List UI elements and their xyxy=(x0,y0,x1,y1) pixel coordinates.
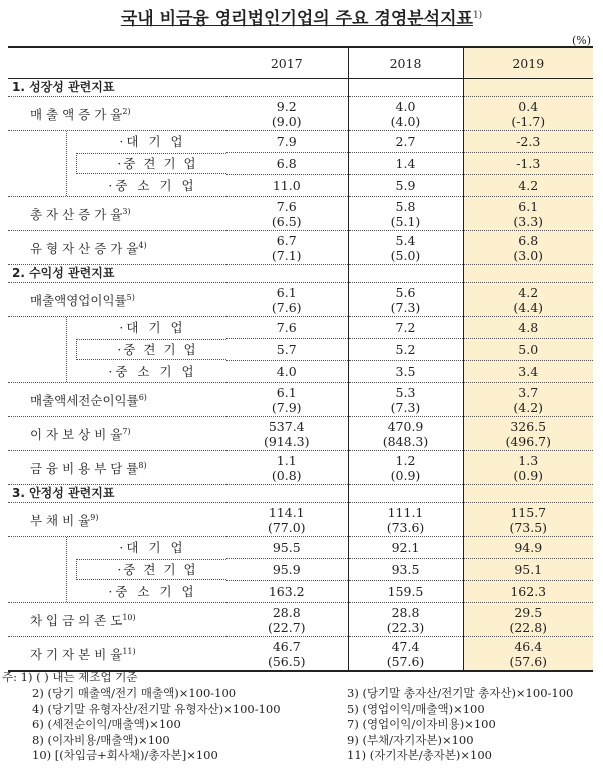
manufacturing-value: (0.9) xyxy=(390,467,421,483)
value-cell xyxy=(463,581,593,603)
manufacturing-value: (7.3) xyxy=(390,299,421,315)
row-label-cell xyxy=(8,131,226,153)
footnote-ref: 7) xyxy=(122,427,131,437)
footnote: 7) (영업이익/이자비용)×100 xyxy=(347,717,496,731)
footnote-ref: 10) xyxy=(122,613,136,623)
value-cell xyxy=(226,97,348,131)
row-label: 금 융 비 용 부 담 률 xyxy=(30,461,139,477)
value: 11.0 xyxy=(272,178,301,193)
value-cell xyxy=(348,559,463,581)
footnote: 4) (당기말 유형자산/전기말 유형자산)×100-100 xyxy=(32,701,281,716)
row-label: 매 출 액 증 가 율 xyxy=(30,107,123,123)
table-row xyxy=(8,417,593,451)
value: 3.4 xyxy=(518,364,539,379)
value-cell xyxy=(348,197,463,231)
manufacturing-value: (57.6) xyxy=(509,653,548,669)
value: 5.6 xyxy=(395,284,416,300)
value: -2.3 xyxy=(516,134,541,149)
value: 0.4 xyxy=(518,98,539,114)
value: 46.7 xyxy=(272,638,301,654)
manufacturing-value: (22.8) xyxy=(509,619,548,635)
table-row xyxy=(8,317,593,339)
footnote: 8) (이자비용/매출액)×100 xyxy=(32,732,170,747)
row-label: ·대 기 업 xyxy=(66,317,226,338)
table-row xyxy=(8,97,593,131)
footnote-ref: 8) xyxy=(138,461,147,471)
footnote: 11) (자기자본/총자본)×100 xyxy=(347,748,492,762)
section-row xyxy=(8,79,593,97)
value: 6.1 xyxy=(276,384,297,400)
value: 46.4 xyxy=(514,638,543,654)
value-cell xyxy=(348,503,463,537)
footnote: 2) (당기 매출액/전기 매출액)×100-100 xyxy=(32,686,237,700)
table-row xyxy=(8,231,593,265)
value: 159.5 xyxy=(387,584,424,599)
value-cell xyxy=(463,97,593,131)
value-cell xyxy=(348,339,463,361)
footnotes xyxy=(2,670,602,764)
value: 5.9 xyxy=(395,178,416,193)
value-cell xyxy=(226,231,348,265)
row-label: ·중 견 기 업 xyxy=(76,153,226,174)
manufacturing-value: (6.5) xyxy=(271,213,302,229)
row-label: ·중 소 기 업 xyxy=(66,361,226,382)
value: 95.1 xyxy=(514,562,543,577)
value-cell xyxy=(348,417,463,451)
value: 1.3 xyxy=(518,452,539,468)
value: 470.9 xyxy=(387,418,424,434)
value: 6.1 xyxy=(518,198,539,214)
footnote: 9) (부채/자기자본)×100 xyxy=(347,732,474,747)
value: 92.1 xyxy=(391,540,420,555)
value-cell xyxy=(463,197,593,231)
row-label: 매출액영업이익률 xyxy=(30,293,127,309)
footnote-row xyxy=(2,702,602,718)
row-label-cell xyxy=(8,339,226,361)
value: 6.8 xyxy=(276,156,297,171)
value: 6.1 xyxy=(276,284,297,300)
footnote-ref: 6) xyxy=(138,393,147,403)
value: 93.5 xyxy=(391,562,420,577)
row-label: 총 자 산 증 가 율 xyxy=(30,207,123,223)
value-cell xyxy=(348,231,463,265)
value: 3.5 xyxy=(395,364,416,379)
page-title: 국내 비금융 영리법인기업의 주요 경영분석지표$^{1)}$ xyxy=(120,9,483,29)
value-cell xyxy=(463,131,593,153)
indicator-table xyxy=(8,46,593,672)
row-label-cell xyxy=(8,97,226,131)
manufacturing-value: (7.3) xyxy=(390,399,421,415)
value-cell xyxy=(463,637,593,672)
value: 4.8 xyxy=(518,320,539,335)
manufacturing-value: (848.3) xyxy=(382,433,429,449)
value-cell xyxy=(348,537,463,559)
footnote: 6) (세전순이익/매출액)×100 xyxy=(32,717,181,731)
value: 7.6 xyxy=(276,320,297,335)
value: 5.2 xyxy=(395,342,416,357)
footnote: 주: 1) ( ) 내는 제조업 기준 xyxy=(2,670,138,684)
row-label: 부 채 비 율 xyxy=(30,513,91,529)
row-label-cell xyxy=(8,153,226,175)
value: 2.7 xyxy=(395,134,416,149)
value: 163.2 xyxy=(268,584,305,599)
value: 3.7 xyxy=(518,384,539,400)
row-label: ·대 기 업 xyxy=(66,537,226,558)
footnote: 5) (영업이익/매출액)×100 xyxy=(347,701,485,716)
value: 1.4 xyxy=(395,156,416,171)
manufacturing-value: (0.8) xyxy=(271,467,302,483)
table-row xyxy=(8,503,593,537)
footnote-row xyxy=(2,733,602,749)
value: 111.1 xyxy=(387,504,424,520)
row-label: 이 자 보 상 비 율 xyxy=(30,427,123,443)
row-label-cell xyxy=(8,317,226,339)
manufacturing-value: (7.6) xyxy=(271,299,302,315)
row-label-cell xyxy=(8,503,226,537)
value-cell xyxy=(348,131,463,153)
value-cell xyxy=(226,175,348,197)
value-cell xyxy=(226,131,348,153)
value: 537.4 xyxy=(268,418,305,434)
value-cell xyxy=(463,361,593,383)
row-label: ·중 견 기 업 xyxy=(76,339,226,360)
manufacturing-value: (22.7) xyxy=(267,619,306,635)
value-cell xyxy=(226,283,348,317)
row-label: 유 형 자 산 증 가 율 xyxy=(30,241,139,257)
value: 1.1 xyxy=(276,452,297,468)
year-header: 2018 xyxy=(348,47,463,79)
table-row xyxy=(8,197,593,231)
section-title: 2. 수익성 관련지표 xyxy=(8,265,226,283)
table-row xyxy=(8,559,593,581)
value-cell xyxy=(226,637,348,672)
row-label-cell xyxy=(8,637,226,672)
footnote-ref: 9) xyxy=(90,513,99,523)
row-label: ·대 기 업 xyxy=(66,131,226,152)
value: 162.3 xyxy=(510,584,547,599)
manufacturing-value: (-1.7) xyxy=(511,113,546,129)
row-label-cell xyxy=(8,451,226,485)
row-label: 자 기 자 본 비 율 xyxy=(30,647,123,663)
header-row xyxy=(8,47,593,79)
table-row xyxy=(8,637,593,672)
manufacturing-value: (7.1) xyxy=(271,247,302,263)
value-cell xyxy=(348,361,463,383)
manufacturing-value: (5.0) xyxy=(390,247,421,263)
value-cell xyxy=(226,503,348,537)
row-label: 차 입 금 의 존 도 xyxy=(30,613,123,629)
value: 4.0 xyxy=(395,98,416,114)
value: 95.9 xyxy=(272,562,301,577)
manufacturing-value: (73.6) xyxy=(386,519,425,535)
value-cell xyxy=(348,175,463,197)
manufacturing-value: (4.4) xyxy=(513,299,544,315)
footnote-ref: 11) xyxy=(122,647,136,657)
value-cell xyxy=(348,637,463,672)
value-cell xyxy=(226,537,348,559)
value: 7.6 xyxy=(276,198,297,214)
value-cell xyxy=(226,361,348,383)
section-title: 1. 성장성 관련지표 xyxy=(8,79,226,97)
unit-label: (%) xyxy=(571,34,591,47)
row-label-cell xyxy=(8,417,226,451)
value: 6.7 xyxy=(276,232,297,248)
value-cell xyxy=(226,383,348,417)
value: -1.3 xyxy=(516,156,541,171)
table-row xyxy=(8,361,593,383)
value: 47.4 xyxy=(391,638,420,654)
value-cell xyxy=(463,317,593,339)
manufacturing-value: (4.0) xyxy=(390,113,421,129)
value: 29.5 xyxy=(514,604,543,620)
table-row xyxy=(8,603,593,637)
footnote-ref: 4) xyxy=(138,241,147,251)
table-row xyxy=(8,451,593,485)
value: 28.8 xyxy=(391,604,420,620)
year-header: 2017 xyxy=(226,47,348,79)
value: 95.5 xyxy=(272,540,301,555)
value: 5.7 xyxy=(276,342,297,357)
footnote: 10) [(차입금+회사채)/총자본]×100 xyxy=(32,748,218,762)
manufacturing-value: (77.0) xyxy=(267,519,306,535)
value: 5.4 xyxy=(395,232,416,248)
manufacturing-value: (56.5) xyxy=(267,653,306,669)
value: 4.2 xyxy=(518,284,539,300)
value: 5.3 xyxy=(395,384,416,400)
value-cell xyxy=(463,175,593,197)
value-cell xyxy=(463,231,593,265)
value-cell xyxy=(463,153,593,175)
footnote: 3) (당기말 총자산/전기말 총자산)×100-100 xyxy=(347,686,574,700)
value-cell xyxy=(348,451,463,485)
value: 326.5 xyxy=(510,418,547,434)
section-row xyxy=(8,485,593,503)
row-label-cell xyxy=(8,559,226,581)
row-label-cell xyxy=(8,175,226,197)
footnote-ref: 5) xyxy=(126,293,135,303)
value-cell xyxy=(463,417,593,451)
row-label-cell xyxy=(8,231,226,265)
table-row xyxy=(8,383,593,417)
year-header: 2019 xyxy=(463,47,593,79)
table-row xyxy=(8,339,593,361)
value-cell xyxy=(463,383,593,417)
value-cell xyxy=(226,317,348,339)
value-cell xyxy=(463,451,593,485)
footnote-ref: 2) xyxy=(122,107,131,117)
row-label-cell xyxy=(8,581,226,603)
value-cell xyxy=(463,603,593,637)
row-label-cell xyxy=(8,197,226,231)
value-cell xyxy=(348,153,463,175)
value-cell xyxy=(348,383,463,417)
value: 115.7 xyxy=(510,504,547,520)
value: 7.2 xyxy=(395,320,416,335)
value-cell xyxy=(226,417,348,451)
value: 6.8 xyxy=(518,232,539,248)
footnote-row xyxy=(2,717,602,733)
manufacturing-value: (496.7) xyxy=(505,433,552,449)
value-cell xyxy=(463,503,593,537)
value-cell xyxy=(463,339,593,361)
value-cell xyxy=(348,317,463,339)
value-cell xyxy=(348,603,463,637)
value: 9.2 xyxy=(276,98,297,114)
value: 1.2 xyxy=(395,452,416,468)
table-row xyxy=(8,283,593,317)
manufacturing-value: (914.3) xyxy=(263,433,310,449)
row-label-cell xyxy=(8,361,226,383)
value-cell xyxy=(463,283,593,317)
manufacturing-value: (9.0) xyxy=(271,113,302,129)
manufacturing-value: (73.5) xyxy=(509,519,548,535)
value: 5.8 xyxy=(395,198,416,214)
value: 5.0 xyxy=(518,342,539,357)
value-cell xyxy=(226,559,348,581)
footnote-row xyxy=(2,748,602,764)
value-cell xyxy=(226,451,348,485)
value-cell xyxy=(348,97,463,131)
row-label-cell xyxy=(8,283,226,317)
manufacturing-value: (57.6) xyxy=(386,653,425,669)
row-label: ·중 소 기 업 xyxy=(66,581,226,602)
value: 28.8 xyxy=(272,604,301,620)
value-cell xyxy=(226,197,348,231)
row-label: ·중 견 기 업 xyxy=(76,559,226,580)
manufacturing-value: (5.1) xyxy=(390,213,421,229)
manufacturing-value: (22.3) xyxy=(386,619,425,635)
row-label: 매출액세전순이익률 xyxy=(30,393,139,409)
value-cell xyxy=(226,153,348,175)
row-label-cell xyxy=(8,383,226,417)
row-label-cell xyxy=(8,603,226,637)
table-row xyxy=(8,581,593,603)
table-row xyxy=(8,175,593,197)
value: 7.9 xyxy=(276,134,297,149)
table-row xyxy=(8,537,593,559)
value: 114.1 xyxy=(268,504,305,520)
manufacturing-value: (0.9) xyxy=(513,467,544,483)
manufacturing-value: (7.9) xyxy=(271,399,302,415)
value-cell xyxy=(348,283,463,317)
row-label-cell xyxy=(8,537,226,559)
value-cell xyxy=(348,581,463,603)
value-cell xyxy=(226,339,348,361)
table-row xyxy=(8,131,593,153)
footnote-ref: 3) xyxy=(122,207,131,217)
table-row xyxy=(8,153,593,175)
manufacturing-value: (3.0) xyxy=(513,247,544,263)
row-label: ·중 소 기 업 xyxy=(66,175,226,196)
value: 4.0 xyxy=(276,364,297,379)
value-cell xyxy=(463,559,593,581)
value-cell xyxy=(226,603,348,637)
footnote-row xyxy=(2,686,602,702)
section-title: 3. 안정성 관련지표 xyxy=(8,485,226,503)
manufacturing-value: (3.3) xyxy=(513,213,544,229)
value: 94.9 xyxy=(514,540,543,555)
value-cell xyxy=(226,581,348,603)
section-row xyxy=(8,265,593,283)
value-cell xyxy=(463,537,593,559)
manufacturing-value: (4.2) xyxy=(513,399,544,415)
value: 4.2 xyxy=(518,178,539,193)
